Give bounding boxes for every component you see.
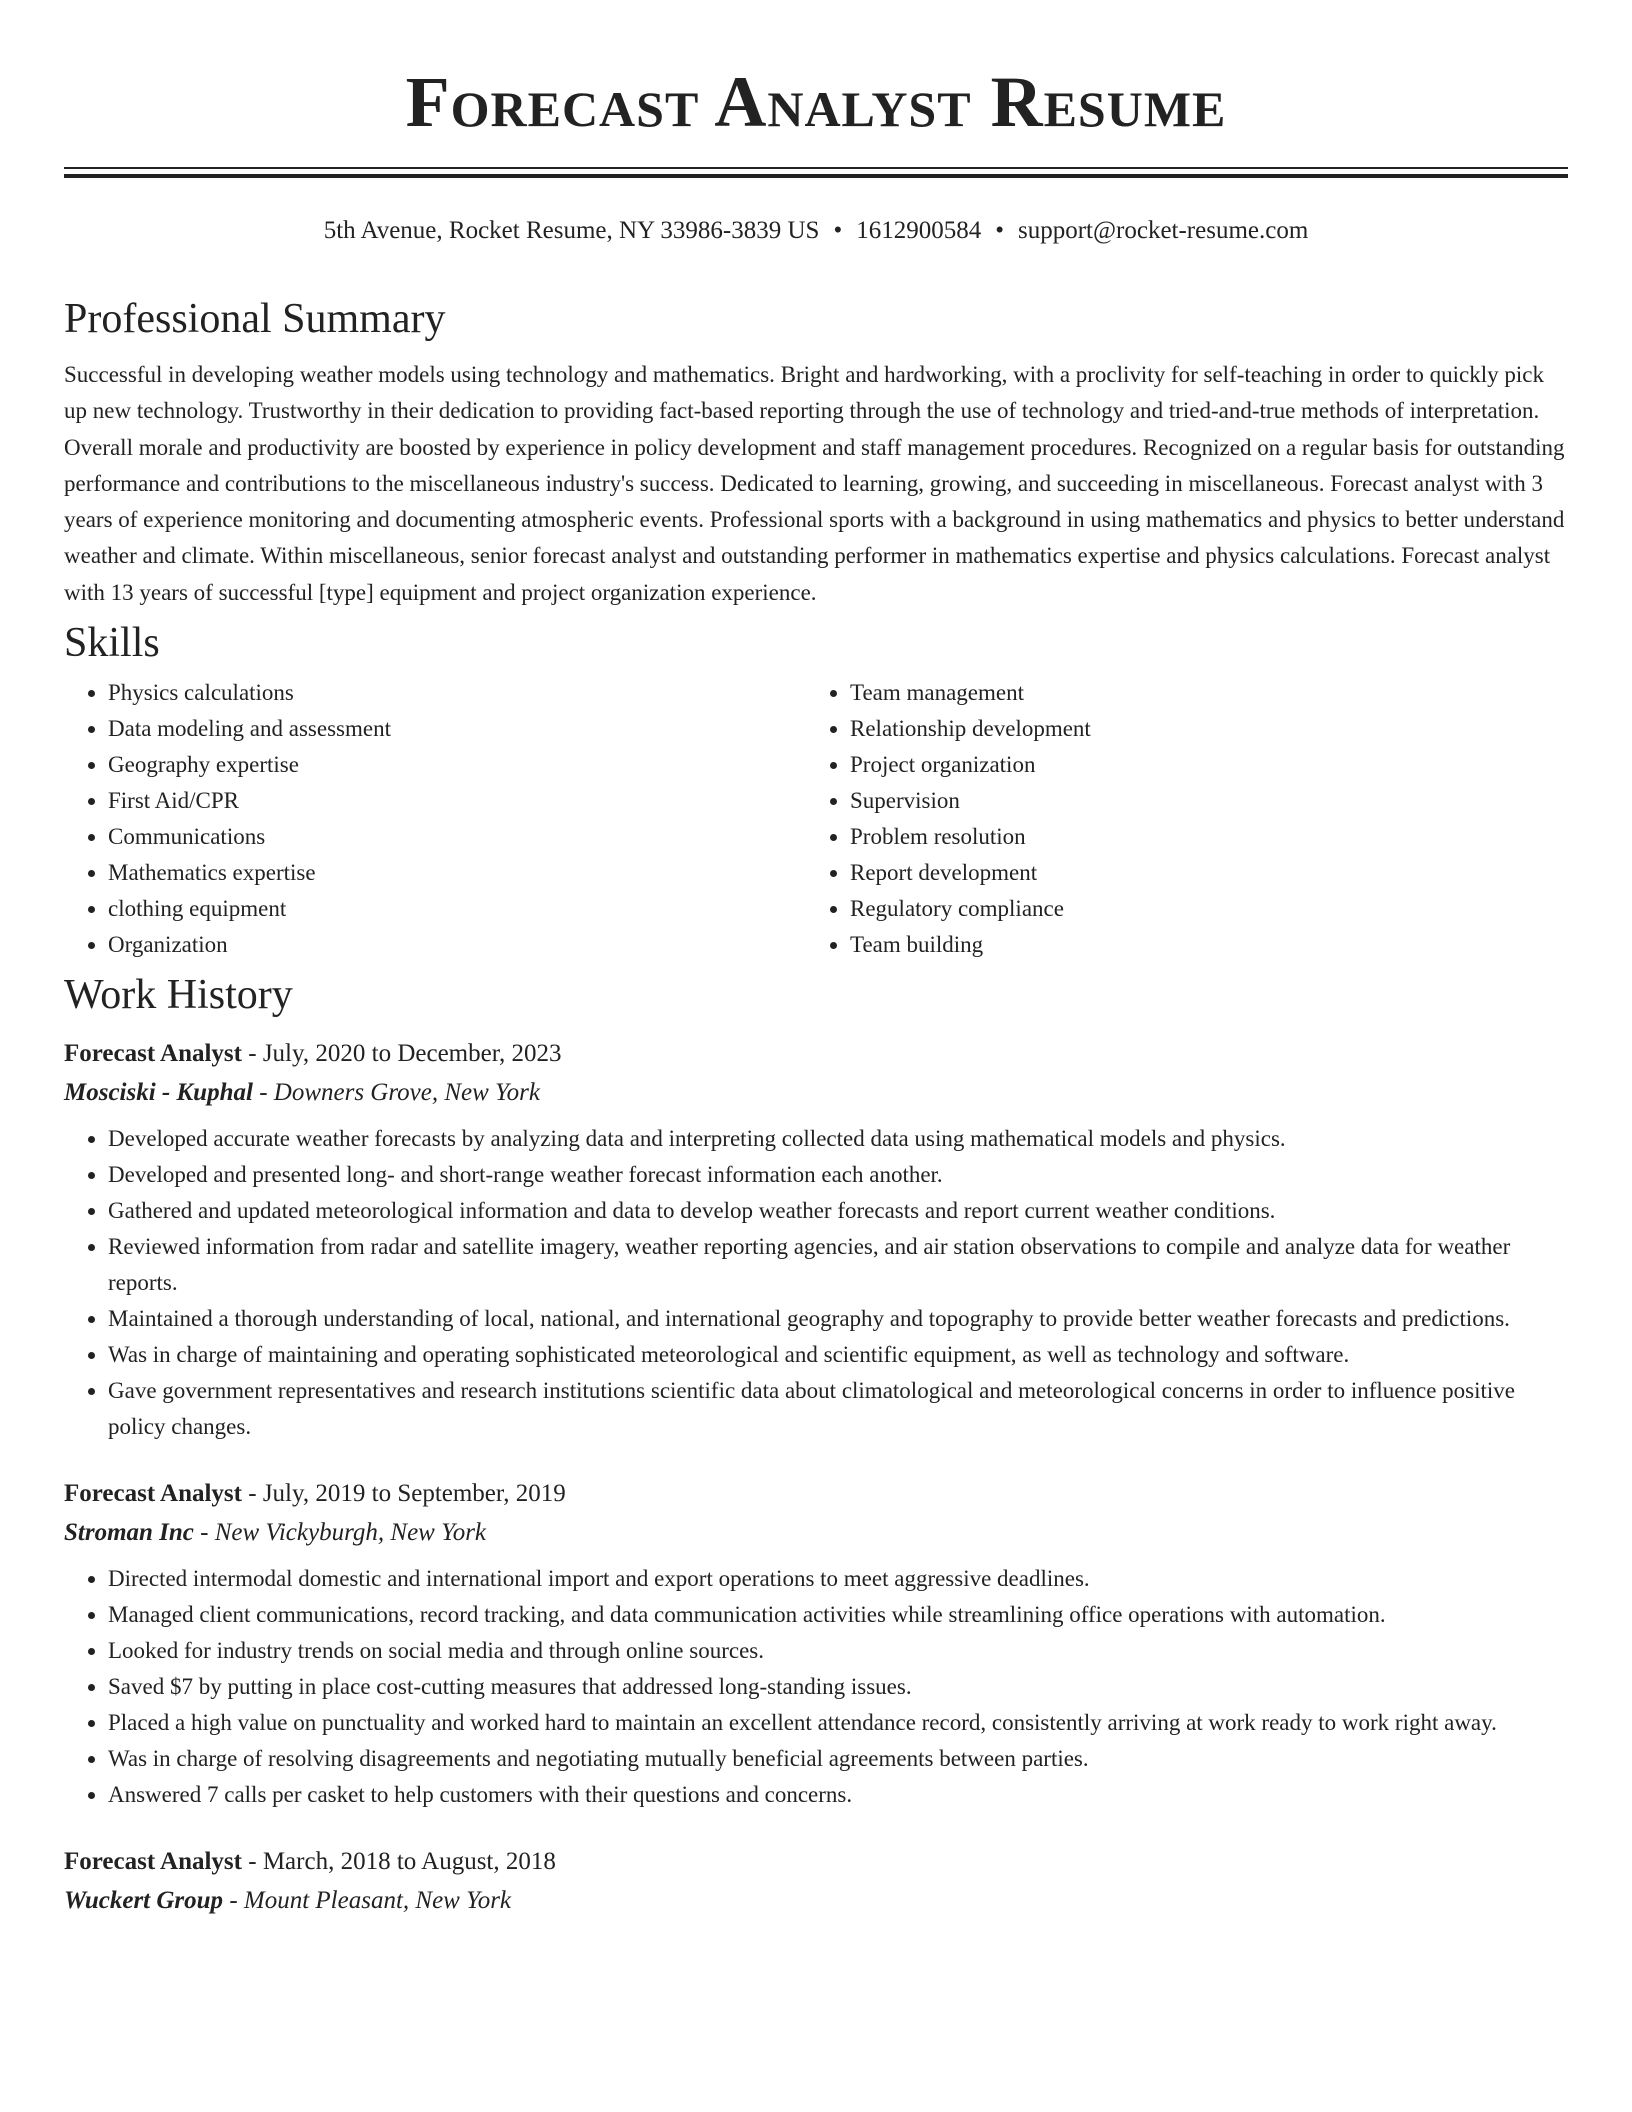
skill-item: • First Aid/CPR	[108, 783, 806, 819]
skill-item: • Problem resolution	[850, 819, 1548, 855]
summary-section	[64, 287, 1568, 611]
skills-list-left	[64, 675, 806, 963]
job-company-line	[64, 1513, 1568, 1553]
work-history-heading: Work History	[64, 972, 293, 1019]
job-role: Forecast Analyst	[64, 1480, 242, 1508]
job-bullet: • Managed client communications, record tracking, and data communication activities while streamlining office operations with automation.	[108, 1597, 1568, 1633]
job-company: Mosciski - Kuphal	[64, 1079, 253, 1107]
contact-separator: •	[995, 217, 1004, 244]
job-role: Forecast Analyst	[64, 1848, 242, 1876]
skill-item: • Geography expertise	[108, 747, 806, 783]
job-bullets	[64, 1121, 1568, 1445]
contact-address: 5th Avenue, Rocket Resume, NY 33986-3839 US	[323, 217, 820, 244]
job-entry	[64, 1475, 1568, 1813]
title-divider-thick	[64, 174, 1568, 178]
work-history-section	[64, 963, 1568, 1921]
skill-item: • Regulatory compliance	[850, 891, 1548, 927]
summary-text: Successful in developing weather models using technology and mathematics. Bright and hardworking, with a proclivity for self-teaching in order to quickly pick up new technology. Trustworthy in their dedication to providing fact-based reporting through the use of technology and tried-and-true methods of interpretation. Overall morale and productivity are boosted by experience in policy development and staff management procedures. Recognized on a regular basis for outstanding performance and contributions to the miscellaneous industry's success. Dedicated to learning, growing, and succeeding in miscellaneous. Forecast analyst with 3 years of experience monitoring and documenting atmospheric events. Professional sports with a background in using mathematics and physics to better understand weather and climate. Within miscellaneous, senior forecast analyst and outstanding performer in mathematics expertise and physics calculations. Forecast analyst with 13 years of successful [type] equipment and project organization experience.	[64, 362, 1565, 605]
contact-line	[0, 213, 1632, 249]
job-bullet: • Looked for industry trends on social media and through online sources.	[108, 1633, 1568, 1669]
skill-item: • Project organization	[850, 747, 1548, 783]
contact-email: support@rocket-resume.com	[1018, 217, 1309, 244]
resume-content	[64, 287, 1568, 1921]
job-bullet: • Maintained a thorough understanding of local, national, and international geography and topography to provide better weather forecasts and predictions.	[108, 1301, 1568, 1337]
skill-item: • Relationship development	[850, 711, 1548, 747]
job-entry	[64, 1035, 1568, 1445]
skill-item: • Supervision	[850, 783, 1548, 819]
skill-item: • Report development	[850, 855, 1548, 891]
job-dates: - July, 2019 to September, 2019	[242, 1480, 566, 1508]
job-bullet: • Directed intermodal domestic and international import and export operations to meet aggressive deadlines.	[108, 1561, 1568, 1597]
skills-columns	[64, 675, 1568, 963]
skill-item: • Communications	[108, 819, 806, 855]
job-bullet: • Answered 7 calls per casket to help customers with their questions and concerns.	[108, 1777, 1568, 1813]
title-divider-thin	[64, 167, 1568, 169]
skills-heading: Skills	[64, 620, 160, 667]
job-role: Forecast Analyst	[64, 1040, 242, 1068]
job-bullet: • Gathered and updated meteorological information and data to develop weather forecasts and report current weather conditions.	[108, 1193, 1568, 1229]
skills-section	[64, 611, 1568, 963]
skill-item: • clothing equipment	[108, 891, 806, 927]
resume-title: Forecast Analyst Resume	[405, 62, 1227, 142]
skill-item: • Physics calculations	[108, 675, 806, 711]
job-company-line	[64, 1881, 1568, 1921]
job-bullet: • Was in charge of resolving disagreements and negotiating mutually beneficial agreements between parties.	[108, 1741, 1568, 1777]
skill-item: • Mathematics expertise	[108, 855, 806, 891]
job-bullet: • Saved $7 by putting in place cost-cutting measures that addressed long-standing issues.	[108, 1669, 1568, 1705]
summary-heading: Professional Summary	[64, 296, 446, 342]
job-location: - New Vickyburgh, New York	[193, 1519, 487, 1547]
contact-separator: •	[833, 217, 843, 244]
job-bullet: • Developed accurate weather forecasts by analyzing data and interpreting collected data using mathematical models and physics.	[108, 1121, 1568, 1157]
job-bullet: • Reviewed information from radar and satellite imagery, weather reporting agencies, and air station observations to compile and analyze data for weather reports.	[108, 1229, 1568, 1301]
job-company-line	[64, 1073, 1568, 1113]
job-title-line	[64, 1475, 1568, 1513]
job-title-line	[64, 1035, 1568, 1073]
skill-item: • Team building	[850, 927, 1548, 963]
contact-phone: 1612900584	[856, 217, 982, 244]
job-title-line	[64, 1843, 1568, 1881]
skills-list-right	[806, 675, 1548, 963]
job-dates: - July, 2020 to December, 2023	[242, 1040, 562, 1068]
job-location: - Mount Pleasant, New York	[223, 1887, 512, 1915]
skill-item: • Data modeling and assessment	[108, 711, 806, 747]
skill-item: • Team management	[850, 675, 1548, 711]
job-bullet: • Placed a high value on punctuality and worked hard to maintain an excellent attendance record, consistently arriving at work ready to work right away.	[108, 1705, 1568, 1741]
job-bullet: • Was in charge of maintaining and operating sophisticated meteorological and scientific equipment, as well as technology and software.	[108, 1337, 1568, 1373]
job-bullet: • Gave government representatives and research institutions scientific data about climatological and meteorological concerns in order to influence positive policy changes.	[108, 1373, 1568, 1445]
job-company: Stroman Inc	[64, 1519, 194, 1547]
job-bullets	[64, 1561, 1568, 1813]
job-dates: - March, 2018 to August, 2018	[242, 1848, 556, 1876]
job-location: - Downers Grove, New York	[252, 1079, 540, 1107]
job-bullet: • Developed and presented long- and short-range weather forecast information each another.	[108, 1157, 1568, 1193]
job-company: Wuckert Group	[64, 1887, 224, 1915]
skill-item: • Organization	[108, 927, 806, 963]
job-entry	[64, 1843, 1568, 1921]
